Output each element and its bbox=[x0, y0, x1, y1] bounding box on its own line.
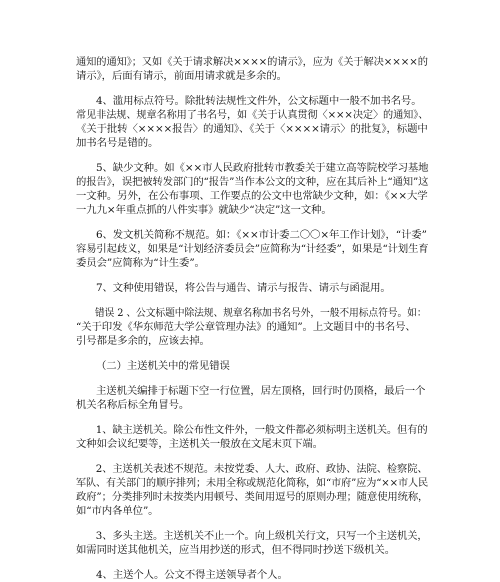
text-line: 机关名称后标全角冒号。 bbox=[76, 399, 190, 411]
text-line: 7、文种使用错误，将公告与通告、请示与报告、请示与函混用。 bbox=[96, 282, 391, 294]
text-line: 引号都是多余的，应该去掉。 bbox=[76, 335, 210, 347]
text-line: 3、多头主送。主送机关不止一个。向上级机关行文，只写一个主送机关， bbox=[95, 530, 428, 542]
paragraph-error-two bbox=[76, 306, 428, 348]
text-line: 2、主送机关表述不规范。未按党委、人大、政府、政协、法院、检察院、 bbox=[95, 463, 428, 475]
text-line: 《关于批转〈××××报告〉的通知》、《关于〈××××请示〉的批复》，标题中 bbox=[76, 123, 428, 135]
paragraph-individual-recipient bbox=[76, 568, 428, 582]
text-line: 6、发文机关简称不规范。如：《××市计委二〇〇×年工作计划》，“计委” bbox=[96, 229, 427, 241]
text-line: 加书名号是错的。 bbox=[76, 137, 159, 149]
text-line: 的报告》，误把被转发部门的“报告”当作本公文的文种，应在其后补上“通知”这 bbox=[76, 176, 429, 188]
text-line: 政府”；分类排列时未按类内用顿号、类间用逗号的原则办理；随意使用统称， bbox=[76, 491, 429, 503]
text-line: 4、滥用标点符号。除批转法规性文件外，公文标题中一般不加书名号。 bbox=[96, 95, 422, 107]
text-line: 常见非法规、规章名称用了书名号，如《关于认真贯彻〈×××决定〉的通知》、 bbox=[76, 109, 429, 121]
text-line: “关于印发《华东师范大学公章管理办法》的通知”。上文题目中的书名号、 bbox=[76, 321, 416, 333]
text-line: 错误 2 、公文标题中除法规、规章名称加书名号外，一般不用标点符号。如： bbox=[94, 307, 427, 319]
paragraph-recipient-layout bbox=[76, 384, 428, 412]
text-line: 一文种。另外，在公布事项、工作要点的公文中也常缺少文种，如：《××大学 bbox=[76, 190, 428, 202]
paragraph-missing-recipient bbox=[76, 423, 428, 451]
text-line: 容易引起歧义，如果是“计划经济委员会”应简称为“计经委”，如果是“计划生育 bbox=[76, 243, 429, 255]
text-line: 4、主送个人。公文不得主送领导者个人。 bbox=[96, 569, 288, 581]
text-line: 一九九×年重点抓的八件实事》就缺少“决定”这一文种。 bbox=[76, 204, 332, 216]
paragraph-punctuation-misuse bbox=[76, 94, 428, 150]
paragraph-recipient-format bbox=[76, 462, 428, 518]
text-line: 军队、有关部门的顺序排列；未用全称或规范化简称，如“市府”应为“××市人民 bbox=[76, 477, 429, 489]
heading-text: （二）主送机关中的常见错误 bbox=[96, 360, 230, 372]
text-line: 主送机关编排于标题下空一行位置，居左顶格，回行时仍顶格，最后一个 bbox=[96, 385, 426, 397]
paragraph-missing-genre bbox=[76, 161, 428, 217]
text-line: 如需同时送其他机关，应当用抄送的形式，但不得同时抄送下级机关。 bbox=[76, 544, 396, 556]
section-heading bbox=[76, 359, 428, 373]
paragraph-genre-misuse bbox=[76, 281, 428, 295]
paragraph-multiple-recipients bbox=[76, 529, 428, 557]
text-line: 通知的通知》；又如《关于请求解决××××的请示》，应为《关于解决××××的 bbox=[76, 56, 428, 68]
paragraph-abbreviation bbox=[76, 228, 428, 270]
text-line: 文种如会议纪要等，主送机关一般放在文尾末页下端。 bbox=[76, 438, 323, 450]
text-line: 5、缺少文种。如《××市人民政府批转市教委关于建立高等院校学习基地 bbox=[96, 162, 429, 174]
text-line: 请示》，后面有请示，前面用请求就是多余的。 bbox=[76, 70, 287, 82]
paragraph-request-naming bbox=[76, 55, 428, 83]
text-line: 委员会”应简称为“计生委”。 bbox=[76, 257, 205, 269]
text-line: 如“市内各单位”。 bbox=[76, 505, 159, 517]
text-line: 1、缺主送机关。除公布性文件外，一般文件都必须标明主送机关。但有的 bbox=[95, 424, 428, 436]
